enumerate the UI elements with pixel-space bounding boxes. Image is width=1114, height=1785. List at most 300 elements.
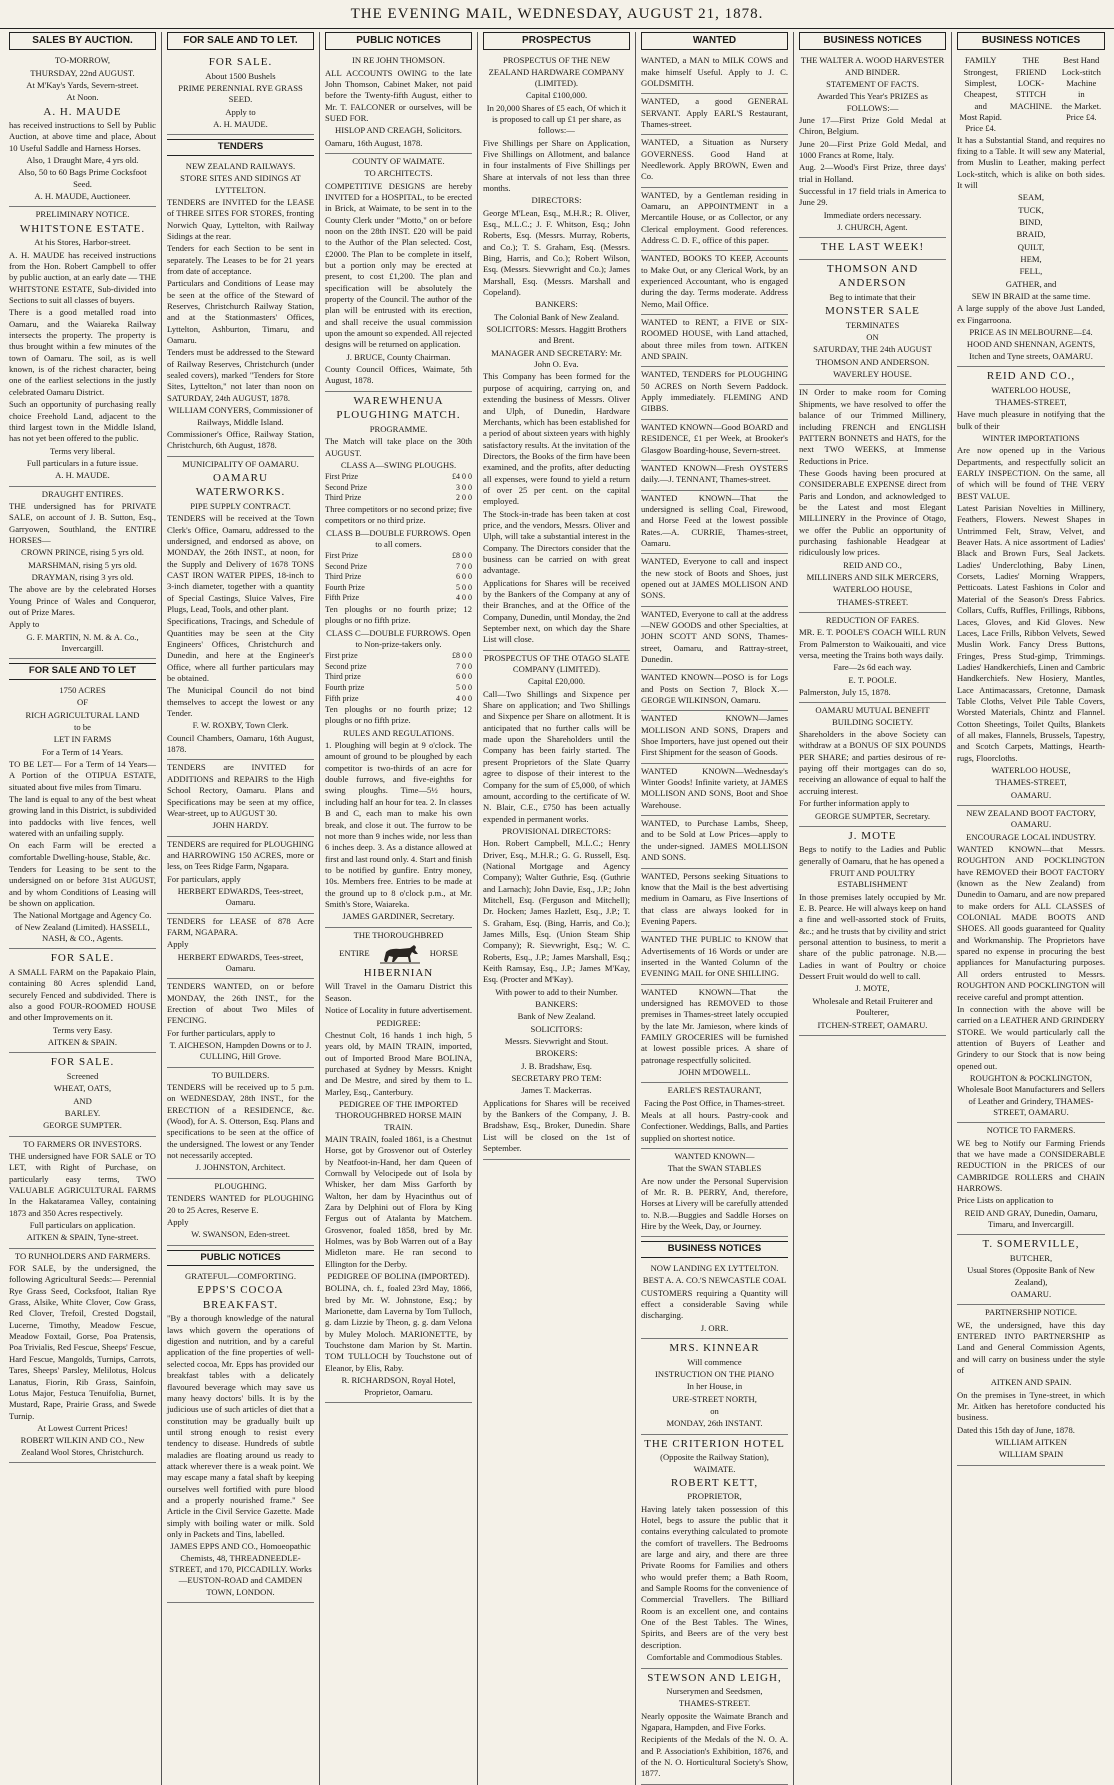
ad-body: Tenders for each Section to be sent in separately. The Leases to be for 21 years from date of acceptance.	[167, 243, 314, 277]
column-business-notices-2	[952, 32, 1110, 1785]
ad-title: FOR SALE.	[50, 1056, 115, 1069]
ad-line: AITKEN AND SPAIN.	[990, 1377, 1072, 1388]
ad-signature: ROBERT WILKIN AND CO., New Zealand Wool Stores, Christchurch.	[20, 1435, 145, 1457]
prize-value: 5 0 0	[456, 682, 472, 692]
wanted-ad	[641, 367, 788, 419]
ad-signature: AITKEN & SPAIN.	[47, 1037, 118, 1048]
ad-body: WANTED, to Purchase Lambs, Sheep, and to be Sold at Low Prices—apply to the under-signed. JAMES MOLLISON AND SONS.	[641, 818, 788, 863]
ad-line: Best Hand	[1063, 55, 1100, 66]
ad-line: In her House, in	[686, 1381, 743, 1392]
ad-title: REDUCTION OF FARES.	[825, 615, 920, 625]
ad-body: "By a thorough knowledge of the natural laws which govern the operations of digestion and nutrition, and by a careful application of the fine properties of well-selected cocoa, Mr. Epps has provided our breakfast tables with a delicately flavoured beverage which may save us many heavy doctors' bills. It is by the judicious use of such articles of diet that a constitution may be gradually built up until strong enough to resist every tendency to disease. Hundreds of subtle maladies are floating around us ready to attack wherever there is a weak point. We may escape many a fatal shaft by keeping ourselves well fortified with pure blood and a properly nourished frame." See Article in the Civil Service Gazette. Made simply with boiling water or milk. Sold only in Packets and Tins, labelled.	[167, 1313, 314, 1539]
ad-signature: HISLOP AND CREAGH, Solicitors.	[335, 125, 462, 136]
ad-builders-tender	[167, 1068, 314, 1179]
ad-signature: REID AND CO.,	[843, 559, 902, 570]
ad-line: PRICE AS IN MELBOURNE—£4.	[969, 327, 1093, 338]
ad-line: Usual Stores (Opposite Bank of New Zealand),	[967, 1265, 1095, 1287]
ad-title: FOR SALE.	[50, 952, 115, 965]
ad-body: COMPETITIVE DESIGNS are hereby INVITED for a HOSPITAL, to be erected in Brick, at Waimate, to be sent in to the County Clerk under "Motto," on or before noon on the 28th INST. £20 will be paid to the Author of the Plan selected. Cost, £2000. The Plan to be complete in itself, but a portion only may be erected at present, to cost £1,200. The plan and specification will be absolutely the property of the Council. The author of the plan will be entrusted with its erection, and shall receive the usual commission upon the amount so expended. All rejected designs will be returned on application.	[325, 180, 472, 350]
ad-line: FAMILY	[964, 55, 997, 66]
wanted-ad	[641, 188, 788, 252]
wanted-ad	[641, 764, 788, 816]
ad-title: FOR SALE.	[208, 56, 273, 69]
ad-title: PROSPECTUS OF THE NEW ZEALAND HARDWARE COMPANY (LIMITED).	[488, 55, 625, 88]
ad-body: TO BE LET— For a Term of 14 Years— A Portion of the OTIPUA ESTATE, situated about five miles from Timaru.	[9, 758, 156, 792]
machine-header	[957, 55, 1105, 134]
ad-title: WINTER IMPORTATIONS	[982, 433, 1080, 444]
ad-line: With power to add to their Number.	[495, 986, 618, 997]
prize-label: Third Prize	[325, 493, 362, 503]
ad-signature: T. AICHESON, Hampden Downs or to J. CULLING, Hill Grove.	[169, 1040, 312, 1062]
ad-body: A SMALL FARM on the Papakaio Plain, containing 80 Acres splendid Land, securely Fenced and subdivided. There is also a good FOUR-ROOMED HOUSE and other Improvements on it.	[9, 966, 156, 1023]
wanted-ad	[641, 554, 788, 606]
ad-body: Begs to notify to the Ladies and Public generally of Oamaru, that he has opened a	[799, 844, 946, 866]
ad-line: to be	[74, 721, 91, 732]
ad-body: Having lately taken possession of this Hotel, begs to assure the public that it contains everything calculated to promote the comfort of travellers. The Bedrooms are large and airy, and there are three Private Rooms for Families and others who would prefer them; a Bath Room, and Sample Rooms for the convenience of Commercial Travellers. The Billiard Room is an excellent one, and contains One of the Best Tables. The Wines, Spirits, and Beers are of the very best description.	[641, 1503, 788, 1650]
wanted-ad	[641, 491, 788, 555]
ad-body: The Municipal Council do not bind themselves to accept the lowest or any Tender.	[167, 685, 314, 719]
ad-body: TENDERS are INVITED for the LEASE of THREE SITES FOR STORES, fronting Norwich Quay, Lyttelton, with Railway Sidings at the rear.	[167, 196, 314, 242]
ad-body: WANTED to RENT, a FIVE or SIX-ROOMED HOUSE, with Land attached, about three miles from town. AITKEN AND SPAIN.	[641, 317, 788, 362]
prize-value: 7 0 0	[456, 561, 472, 571]
ad-line: BANKERS:	[535, 299, 578, 310]
ad-harvester	[799, 53, 946, 238]
prize-value: 7 0 0	[456, 661, 472, 671]
ad-line: Council Chambers, Oamaru, 16th August, 1878.	[167, 732, 314, 755]
ad-line: Price Lists on application to	[957, 1195, 1054, 1206]
column-heading: BUSINESS NOTICES	[957, 32, 1105, 50]
ad-line: CLASS A—SWING PLOUGHS.	[340, 459, 457, 470]
ad-line: Facing the Post Office, in Thames-street.	[644, 1097, 785, 1108]
ad-title: MUNICIPALITY OF OAMARU.	[182, 458, 299, 469]
ad-line: SECRETARY PRO TEM:	[511, 1073, 602, 1084]
wanted-ad	[641, 816, 788, 868]
ad-body: Hon. Robert Campbell, M.L.C.; Henry Driver, Esq., M.H.R.; G. G. Russell, Esq. (National Mortgage and Agency Company); Walter Guthrie, Esq. (Guthrie and Larnach); John Davie, Esq., J.P.; John Mitchell, Esq. (Ferguson and Mitchell); Dr. Hocken; James Hazlett, Esq., J.P.; T. S. Graham, Esq. (Bing, Harris, and Co.); James Mills, Esq. (Union Steam Ship Company); R. Sievwright, Esq.; W. C. Roberts, Esq., J.P.; James Marshall, Esq.; Keith Ramsay, Esq., J.P.; James M'Kay, Esq. (Procter and M'Kay).	[483, 838, 630, 985]
ad-body: WANTED, Everyone to call at the address—NEW GOODS and other Specialties, at JOHN SCOTT AND SONS, Thames-street, Oamaru, and Rattray-street, Dunedin.	[641, 608, 788, 664]
ad-line: MONDAY, 26th INSTANT.	[666, 1418, 763, 1429]
ad-name: REID AND CO.,	[986, 370, 1076, 383]
ad-line: Comfortable and Commodious Stables.	[646, 1652, 783, 1663]
ad-body: WANTED KNOWN—Fresh OYSTERS daily.—J. TENNANT, Thames-street.	[641, 462, 788, 485]
ad-line: PROVISIONAL DIRECTORS:	[501, 825, 612, 836]
columns	[4, 32, 1110, 1779]
ad-line: PRIME PERENNIAL RYE GRASS SEED.	[178, 83, 303, 105]
ad-line: J. B. Bradshaw, Esq.	[521, 1060, 592, 1071]
ad-line: ENTIRE	[339, 948, 370, 959]
ad-line: BRAID,	[1016, 229, 1046, 240]
prize-label: Fourth prize	[325, 682, 365, 692]
ad-body: TENDERS will be received at the Town Clerk's Office, Oamaru, addressed to the undersigned, and endorsed as above, on MONDAY, the 26th INST., at noon, for the Supply and Delivery of 1678 TONS CAST IRON WATER PIPES, 18-inch to 3-inch diameter, together with a quantity of Special Castings, Sluice Valves, Fire Plugs, Lead, Tools, and other plant.	[167, 513, 314, 615]
ad-line: BEST A. A. CO.'S NEWCASTLE COAL	[642, 1275, 787, 1286]
ad-line: URE-STREET NORTH,	[672, 1393, 757, 1404]
prize-row	[325, 662, 472, 673]
ad-body: MAIN TRAIN, foaled 1861, is a Chestnut Horse, got by Grosvenor out of Osterley by Neatfoot-in-Hand, her dam Queen of Cornwall by Velocipede out of Isola by Whisker, her dam Miss Garforth by Walton, her dam by Hyacinthus out of Zara by Delphini out of Flora by King Fergus out of Atalanta by Matchem. Grosvenor, foaled 1858, bred by Mr. Holmes, was by Bob Warren out of a Bay Midleton mare. He ran second to Ellington for the Derby.	[325, 1133, 472, 1269]
ad-signature: J. BRUCE, County Chairman.	[346, 351, 451, 362]
prize-row	[325, 694, 472, 705]
ad-line: STATEMENT OF FACTS.	[826, 78, 919, 89]
ad-lease-tender	[167, 914, 314, 980]
ad-line: Price £4.	[1066, 111, 1097, 122]
ad-line: CLASS C—DOUBLE FURROWS. Open to Non-prize-takers only.	[326, 627, 471, 649]
column-heading: BUSINESS NOTICES	[799, 32, 946, 50]
ad-signature: GEORGE SUMPTER.	[43, 1120, 122, 1131]
ad-heading: PRELIMINARY NOTICE.	[35, 209, 130, 220]
ad-line: Terms very liberal.	[49, 445, 116, 456]
ad-line: James T. Mackerras.	[521, 1085, 592, 1096]
ad-line: WATERLOO HOUSE,	[991, 764, 1071, 775]
ad-signature: REID AND GRAY, Dunedin, Oamaru, Timaru, and Invercargill.	[964, 1207, 1098, 1230]
ad-body: WANTED KNOWN—Wednesday's Winter Goods! Infinite variety, at JAMES MOLLISON AND SONS, Boot and Shoe Warehouse.	[641, 765, 788, 810]
ad-line: Strongest,	[963, 66, 998, 77]
ad-title: STEWSON AND LEIGH,	[647, 1671, 782, 1684]
ad-line: At his Stores, Harbor-street.	[34, 237, 131, 248]
wanted-ad	[641, 985, 788, 1084]
ad-line: Full particulars on application.	[29, 1220, 136, 1231]
ad-line: Nurserymen and Seedsmen,	[666, 1686, 763, 1697]
column-heading: SALES BY AUCTION.	[9, 32, 156, 50]
ad-line: ENCOURAGE LOCAL INDUSTRY.	[966, 831, 1096, 842]
ad-line: and	[974, 100, 987, 111]
ad-line: TUCK,	[1018, 204, 1044, 215]
ad-body: WANTED, a good GENERAL SERVANT. Apply EARL'S Restaurant, Thames-street.	[641, 96, 788, 129]
ad-body: TENDERS will be received up to 5 p.m. on WEDNESDAY, 28th INST., for the ERECTION of a RESIDENCE, &c. (Wood), for A. S. Otterson, Esq. Plans and specifications to be seen at the office of the undersigned. The lowest or any Tender not necessarily accepted.	[167, 1082, 314, 1161]
ad-line: LOCK-STITCH	[1015, 77, 1047, 100]
ad-ploughing-tender	[167, 837, 314, 914]
ad-hardware-company	[483, 53, 630, 651]
wanted-ad	[641, 135, 788, 187]
ad-line: SEW IN BRAID at the same time.	[971, 291, 1091, 302]
ad-line: Apply to	[225, 106, 256, 117]
ad-title: THOMSON AND ANDERSON	[826, 262, 919, 290]
ad-title: WAREWHENUA PLOUGHING MATCH.	[336, 394, 461, 422]
ad-line: THURSDAY, 22nd AUGUST.	[30, 67, 135, 78]
ad-heading: DRAUGHT ENTIRES.	[41, 488, 124, 499]
ad-line: SATURDAY, THE 24th AUGUST	[813, 344, 932, 355]
ad-line: Beg to intimate that their	[829, 291, 916, 302]
ad-line: OF	[77, 697, 88, 708]
ad-body: WE beg to Notify our Farming Friends that we have made a CONSIDERABLE REDUCTION in the PRICES of our CAMBRIDGE ROLLERS and CHAIN HARROWS.	[957, 1137, 1105, 1194]
ad-name: ROBERT KETT,	[670, 1476, 759, 1489]
ad-line: Screened	[66, 1070, 99, 1081]
ad-signature: GEORGE SUMPTER, Secretary.	[815, 810, 930, 821]
ad-body: WANTED, Persons seeking Situations to know that the Mail is the best advertising medium in Oamaru, as Five Insertions of that class are always looked for in Evening Papers.	[641, 870, 788, 926]
prize-label: Fifth Prize	[325, 593, 359, 603]
ad-signature: WILLIAM CONYERS, Commissioner of Railways, Middle Island.	[168, 405, 313, 427]
ad-line: Capital £20,000.	[527, 676, 586, 687]
ad-body: Latest Parisian Novelties in Millinery, Feathers, Flowers. Newest Shapes in Untrimmed Felt, Straw, Velvet, and Beaver Hats. A nice assortment of Ladies' Black and Brown Furs, Seal Jackets. Ladies' Underclothing, Baby Linen, Corsets, Ladies' Morning Wrappers, Petticoats. Latest Fashions in Color and Material of the Season's Dress Fabrics. Collars, Cuffs, Ruffles, Frillings, Ribbons, Laces, Gloves, and Kid Gloves. New Laces, Lace Frills, Ribbon Velvets, Sewed Muslin Work. Fancy Dress Buttons, Fringes, Press Stud-gimp, Trimmings. Ladies' Handkerchiefs, Linen and Cambric Handkerchiefs. New Hosiery, Mantles, Lace Antimacassars, Cretonne, Damask Table Cloths, Velvet Pile Table Covers, Worsted Materials, Chintz and Flannel. Cotton Sheetings, Toilet Quilts, Blankets of all makes, Flannels, Brussels, Tapestry, and Scotch Carpets, Mattings, Hearth-rugs, Floorcloths.	[957, 503, 1105, 763]
ad-title: OAMARU MUTUAL BENEFIT BUILDING SOCIETY.	[815, 705, 930, 727]
ad-fencing-tender	[167, 979, 314, 1067]
ad-title: WHITSTONE ESTATE.	[19, 222, 146, 235]
ad-body: The Stock-in-trade has been taken at cost price, and the vendors, Messrs. Oliver and Ulph, will take a substantial interest in the Company. The Directors consider that the business can be carried on with great advantage.	[483, 508, 630, 576]
wanted-ad	[641, 869, 788, 933]
ad-body: Applications for Shares will be received by the Bankers of the Company, J. B. Bradshaw, Esq., Broker, Dunedin. Share List will be closed on the 1st of September.	[483, 1097, 630, 1154]
prize-value: 6 0 0	[456, 672, 472, 682]
ad-body: IN Order to make room for Coming Shipments, we have resolved to offer the balance of our Trimmed Millinery, including FRENCH and ENGLISH PATTERN BONNETS and HATS, for the next TWO WEEKS, at Immense Reductions in Price.	[799, 387, 946, 466]
ad-body: Ten ploughs or no fourth prize; 12 ploughs or no fifth prize.	[325, 704, 472, 726]
prize-label: Fourth Prize	[325, 582, 365, 592]
ad-line: MACHINE.	[1009, 100, 1053, 111]
ad-rectory-tender	[167, 760, 314, 836]
ad-line: Will commence	[687, 1356, 742, 1367]
ad-title: NEW ZEALAND RAILWAYS.	[185, 160, 296, 171]
wanted-ad	[641, 94, 788, 135]
ad-body: Tenders must be addressed to the Steward of Railway Reserves, Christchurch (under sealed covers), marked "Tenders for Store Sites, Lyttelton," not later than noon on SATURDAY, 24th AUGUST, 1878.	[167, 347, 314, 403]
ad-line: For particulars, apply	[167, 873, 241, 884]
ad-line: Price £4.	[965, 123, 996, 134]
ad-body: The Match will take place on the 30th AUGUST.	[325, 436, 472, 458]
column-sales-by-auction	[4, 32, 162, 1785]
ad-line: WHEAT, OATS,	[53, 1083, 112, 1094]
ad-swan-stables	[641, 1149, 788, 1237]
ad-line: AND	[73, 1095, 92, 1106]
ad-body: WANTED KNOWN—That the undersigned has REMOVED to those premises in Thames-street lately occupied by the late Mr. Jamieson, where kinds of FAMILY GROCERIES will be furnished at lowest possible prices. A share of patronage respectfully solicited.	[641, 986, 788, 1065]
ad-title: WANTED KNOWN—	[674, 1151, 755, 1162]
ad-body: Specifications, Tracings, and Schedule of Quantities may be seen at the City Engineers' Offices, Christchurch and Dunedin, and here at the Engineer's Office, where all further particulars may be obtained.	[167, 616, 314, 684]
ad-body: WANTED KNOWN—James MOLLISON AND SONS, Drapers and Shoe Importers, have just opened out their First Shipment for the season of Goods.	[641, 713, 788, 758]
ad-body: WANTED KNOWN—POSO is for Logs and Posts on Section 7, Block X.—GEORGE WILKINSON, Oamaru.	[641, 672, 788, 706]
ad-signature: WILLIAM SPAIN	[998, 1449, 1064, 1460]
ad-signature: R. RICHARDSON, Royal Hotel, Proprietor, Oamaru.	[341, 1375, 456, 1397]
ad-line: 1750 ACRES	[59, 684, 106, 695]
ad-signature: J. CHURCH, Agent.	[837, 222, 908, 232]
ad-signature: J. JOHNSTON, Architect.	[195, 1162, 286, 1173]
ad-line: Awarded This Year's PRIZES as FOLLOWS:—	[817, 91, 928, 113]
ad-railway-tender	[167, 159, 314, 457]
ad-last-week	[799, 238, 946, 260]
ad-signature: WILLIAM AITKEN	[995, 1437, 1067, 1448]
ad-signature: G. F. MARTIN, N. M. & A. Co., Invercargill.	[26, 631, 139, 654]
ad-line: Terms very Easy.	[52, 1024, 113, 1035]
ad-body: WANTED, a Situation as Nursery GOVERNESS. Good Hand at Needlework. Apply BROWN, Ewen and Co.	[641, 137, 788, 182]
ad-agricultural-land	[9, 683, 156, 950]
ad-name: J. MOTE	[848, 829, 897, 842]
ad-line: Palmerston, July 15, 1878.	[799, 687, 891, 698]
ad-body: The land is equal to any of the best wheat growing land in this District, is subdivided into paddocks with live fences, well watered with an unfailing supply.	[9, 794, 156, 839]
prize-value: 5 0 0	[456, 582, 472, 592]
ad-millinery	[799, 385, 946, 613]
ad-butcher	[957, 1235, 1105, 1305]
column-for-sale-and-to-let	[162, 32, 320, 1785]
ad-line: STORE SITES AND SIDINGS AT LYTTELTON.	[180, 173, 301, 195]
machine-left	[957, 55, 1004, 134]
wanted-ad	[641, 607, 788, 671]
prize-row	[325, 472, 472, 483]
ad-body: Particulars and Conditions of Lease may be seen at the office of the Steward of Reserves, Christchurch Railway Station, and at the Stationmasters' Offices, Lyttelton, Ashburton, Timaru, and Oamaru.	[167, 278, 314, 346]
ad-line: Simplest,	[964, 77, 997, 88]
column-wanted	[636, 32, 794, 1785]
ad-line: MILLINERS AND SILK MERCERS,	[806, 571, 939, 582]
ad-signature: A. H. MAUDE.	[213, 119, 268, 130]
ad-title: THE THOROUGHBRED	[353, 929, 444, 940]
ad-title: TO BUILDERS.	[211, 1069, 270, 1080]
ad-body: On each Farm will be erected a comfortable Dwelling-house, Stable, &c.	[9, 840, 156, 862]
ad-line: Most Rapid.	[959, 111, 1002, 122]
ad-title: THE LAST WEEK!	[820, 241, 925, 254]
ad-line: At Lowest Current Prices!	[37, 1422, 128, 1433]
ad-partnership	[957, 1305, 1105, 1465]
ad-signature: ROUGHTON & POCKLINGTON, Wholesale Boot Manufacturers and Sellers of Leather and Grindery, THAMES-STREET, OAMARU.	[957, 1072, 1105, 1117]
ad-body: June 17—First Prize Gold Medal at Chiron, Belgium.	[799, 114, 946, 137]
ad-signature: E. T. POOLE.	[848, 674, 897, 685]
prize-row	[325, 483, 472, 494]
ad-line: ITCHEN-STREET, OAMARU.	[817, 1019, 928, 1030]
ad-seeds	[9, 1249, 156, 1463]
ad-title: NOW LANDING EX LYTTELTON.	[650, 1263, 779, 1273]
ad-line: THAMES-STREET,	[995, 777, 1067, 788]
ad-line: Full particulars in a future issue.	[26, 457, 139, 468]
ad-signature: HOOD AND SHENNAN, AGENTS, Itchen and Tyne streets, OAMARU.	[966, 339, 1096, 361]
ad-line: DIRECTORS:	[531, 195, 582, 206]
ad-body: Recipients of the Medals of the N. O. A. and P. Association's Exhibition, 1876, and of the N. O. Horticultural Society's Show, 1877.	[641, 1734, 788, 1779]
ad-line: About 1500 Bushels	[205, 70, 276, 81]
ad-line: WATERLOO HOUSE,	[991, 384, 1071, 395]
ad-line: MARSHMAN, rising 5 yrs old.	[28, 559, 137, 570]
ad-body: BOLINA, ch. f., foaled 23rd May, 1866, bred by Mr. W. Johnstone, Esq.; by Marionette, dam Laverna by Tom Tulloch, g. dam Lizzie by Theon, g. g. dam Velona by Muley Moloch. MARIONETTE, by Touchstone dam Marion by St. Martin. TOM TULLOCH by Touchstone out of Eleanor, by Elis, Raby.	[325, 1283, 472, 1373]
ad-body: On the premises in Tyne-street, in which Mr. Aitken has heretofore conducted his business.	[957, 1389, 1105, 1423]
ad-line: LET IN FARMS	[53, 734, 112, 745]
ad-line: BIND,	[1019, 217, 1043, 227]
ad-notice-to-farmers	[957, 1123, 1105, 1235]
prize-label: First Prize	[325, 551, 359, 561]
ad-line: Machine	[1066, 77, 1097, 88]
ad-line: MANAGER AND SECRETARY: Mr. John O. Eva.	[491, 347, 622, 370]
prize-label: Third Prize	[325, 572, 362, 582]
ad-body: In connection with the above will be carried on a LEATHER AND GRINDERY STORE. We would particularly call the attention of Buyers of Leather and Grindery to our Stock that is now being opened out.	[957, 1003, 1105, 1071]
ad-body: TENDERS WANTED for PLOUGHING 20 to 25 Acres, Reserve E.	[167, 1193, 314, 1215]
ad-line: WAVERLEY HOUSE.	[833, 369, 912, 380]
ad-line: OAMARU.	[1010, 1288, 1052, 1299]
ad-body: A large supply of the above Just Landed, ex Fingarroona.	[957, 303, 1105, 325]
ad-line: Apply	[167, 939, 189, 950]
ad-line: Commissioner's Office, Railway Station, Christchurch, 6th August, 1878.	[167, 428, 314, 451]
ad-ploughing	[167, 1179, 314, 1246]
ad-farmers-investors	[9, 1137, 156, 1249]
horse-row	[325, 942, 472, 966]
ad-line: BARLEY.	[64, 1107, 101, 1118]
wanted-ad	[641, 461, 788, 491]
ad-line: For a Term of 14 Years.	[41, 746, 124, 757]
ad-earles-restaurant	[641, 1083, 788, 1149]
ad-body: Such an opportunity of purchasing really choice Freehold Land, adjacent to the third largest town in the Middle Island, has not yet been offered to the public.	[9, 399, 156, 444]
ad-title: FRUIT AND POULTRY ESTABLISHMENT	[829, 868, 916, 890]
ad-line: PEDIGREE OF THE IMPORTED THOROUGHBRED HORSE MAIN TRAIN.	[335, 1098, 462, 1132]
ad-signature: JAMES GARDINER, Secretary.	[342, 911, 455, 922]
ad-line: THE	[1022, 55, 1040, 66]
ad-name: HIBERNIAN	[363, 966, 434, 979]
wanted-ad	[641, 711, 788, 763]
column-heading: PROSPECTUS	[483, 32, 630, 50]
ad-body: Successful in 17 field trials in America to June 29.	[799, 185, 946, 208]
ad-line: THAMES-STREET,	[995, 396, 1067, 407]
ad-signature: JAMES EPPS AND CO., Homoeopathic Chemists, 48, THREADNEEDLE-STREET, and 170, PICCADILLY. Works—EUSTON-ROAD and CAMDEN TOWN, LONDON.	[169, 1541, 312, 1597]
ad-body: Call—Two Shillings and Sixpence per Share on application; and Two Shillings and Sixpence per Share on allotment. It is anticipated that no further calls will be made upon the Shareholders until the Company has been fairly started. The present Proprietors of the Slate Quarry agree to dispose of their interest to the Company for the sum of £5,000, of which amount, according to the certificate of W. N. Blair, C.E., £750 has been actually expended in permanent works.	[483, 688, 630, 824]
ad-signature: JOHN M'DOWELL.	[678, 1067, 751, 1077]
ad-signature: J. MOTE,	[855, 983, 890, 994]
ad-body: TENDERS WANTED, on or before MONDAY, the 26th INST., for the Erection of about Two Miles of FENCING.	[167, 981, 314, 1026]
ad-boot-factory	[957, 806, 1105, 1123]
ad-line: For further information apply to	[799, 798, 910, 809]
prize-label: First prize	[325, 651, 358, 661]
ad-signature: W. SWANSON, Eden-street.	[191, 1229, 290, 1240]
ad-line: TO-MORROW,	[54, 55, 111, 66]
prize-row	[325, 493, 472, 504]
ad-body: Shareholders in the above Society can withdraw at a BONUS OF SIX POUNDS PER SHARE; and parties desirous of re-paying off their mortgages can do so, receiving an allowance of equal to half the accruing interest.	[799, 729, 946, 796]
ad-thomson-estate	[325, 53, 472, 154]
prize-label: Third prize	[325, 672, 361, 682]
ad-newcastle-coal	[641, 1261, 788, 1339]
wanted-ad	[641, 420, 788, 461]
ad-line: Also, 1 Draught Mare, 4 yrs old.	[26, 155, 139, 166]
prize-row	[325, 551, 472, 562]
ad-signature: A. H. MAUDE, Auctioneer.	[34, 191, 131, 202]
ad-title: EARLE'S RESTAURANT,	[667, 1085, 762, 1096]
ad-body: This Company has been formed for the purpose of acquiring, carrying on, and extending the business of Messrs. Oliver and Ulph, of Dunedin, Hardware Merchants, which has been established for a period of about sixteen years with highly satisfactory results. At the invitation of the Directors, the Books of the firm have been examined, and the profits, after deducting all expenses, were found to yield a return of over 25 per cent. on the capital employed.	[483, 371, 630, 507]
ad-line: Apply to	[9, 619, 40, 630]
ad-body: Will Travel in the Oamaru District this Season.	[325, 981, 472, 1003]
ad-body: Five Shillings per Share on Application, Five Shillings on Allotment, and balance in four instalments of Five Shillings per Share at intervals of not less than three months.	[483, 137, 630, 193]
ad-body: WE, the undersigned, have this day ENTERED INTO PARTNERSHIP as Land and General Commission Agents, and will carry on business under the style of	[957, 1319, 1105, 1375]
ad-line: SEAM,	[1017, 192, 1045, 203]
ad-line: Dated this 15th day of June, 1878.	[957, 1424, 1075, 1435]
ad-draught-entires	[9, 487, 156, 660]
ad-slate-company	[483, 651, 630, 1160]
ad-body: WANTED THE PUBLIC to KNOW that Advertisements of 16 Words or under are inserted in the Wanted Column of the EVENING MAIL for ONE SHILLING.	[641, 934, 788, 979]
ad-rye-grass	[167, 53, 314, 135]
ad-line: Cheapest,	[963, 89, 998, 100]
ad-line: Apply	[167, 1216, 189, 1227]
ad-line: PROGRAMME.	[369, 423, 428, 434]
ad-line: CLASS B—DOUBLE FURROWS. Open to all comers.	[326, 527, 471, 549]
ad-line: In 20,000 Shares of £5 each, Of which it is proposed to call up £1 per share, as follows:—	[486, 102, 627, 136]
ad-whitstone-estate	[9, 207, 156, 486]
ad-epps-cocoa	[167, 1269, 314, 1603]
prize-row	[325, 683, 472, 694]
ad-line: For further particulars, apply to	[167, 1027, 276, 1038]
ad-line: The Colonial Bank of New Zealand.	[493, 311, 620, 322]
ad-title: NEW ZEALAND BOOT FACTORY, OAMARU.	[966, 808, 1096, 830]
machine-middle	[1006, 55, 1056, 134]
ad-monster-sale	[799, 260, 946, 386]
ad-line: THAMES-STREET.	[678, 1698, 751, 1709]
section-heading: TENDERS	[167, 139, 314, 156]
ad-heading: TO FARMERS OR INVESTORS.	[23, 1138, 142, 1149]
ad-line: Notice of Locality in future advertisement.	[325, 1005, 472, 1016]
ad-name: EPPS'S COCOA BREAKFAST.	[197, 1284, 284, 1311]
prize-value: 6 0 0	[456, 572, 472, 582]
ad-body: ALL ACCOUNTS OWING to the late John Thomson, Cabinet Maker, not paid before the Twenty-fifth August, either to Mr. T. FALCONER or ourselves, will be SUED FOR.	[325, 67, 472, 123]
prize-row	[325, 572, 472, 583]
ad-body: A. H. MAUDE has received instructions from the Hon. Robert Campbell to offer by public auction, at an early date — THE WHITSTONE ESTATE, Sub-divided into Sections to suit all classes of buyers.	[9, 249, 156, 306]
ad-body: TENDERS are required for PLOUGHING and HARROWING 150 ACRES, more or less, on Tees Ridge Farm, Ngapara.	[167, 838, 314, 872]
ad-name: MRS. KINNEAR	[669, 1342, 760, 1355]
wanted-ad	[641, 932, 788, 984]
ad-line: on	[710, 1405, 719, 1416]
wanted-ad	[641, 315, 788, 367]
ad-line: That the SWAN STABLES	[667, 1163, 762, 1174]
ad-signature: THOMSON AND ANDERSON.	[815, 356, 930, 367]
ad-body: WANTED, BOOKS TO KEEP, Accounts to Make Out, or any Clerical Work, by an experienced Accountant, who is engaged during the day. Terms moderate. Address Nemo, Mail Office.	[641, 253, 788, 309]
ad-line: THAMES-STREET.	[836, 596, 909, 607]
ad-body: These Goods having been procured at CONSIDERABLE EXPENSE direct from Paris and London, and acknowledged to be the Latest and most Elegant MILLINERY in the Province of Otago, we offer the Public an opportunity of purchasing fashionable Headgear at ridiculously low prices.	[799, 467, 946, 558]
ad-body: Meals at all hours. Pastry-cook and Confectioner. Weddings, Balls, and Parties supplied on shortest notice.	[641, 1110, 788, 1143]
ad-line: County Council Offices, Waimate, 5th August, 1878.	[325, 364, 472, 386]
ad-line: Capital £100,000.	[525, 90, 588, 101]
ad-waterworks-tender	[167, 457, 314, 761]
ad-body: WANTED KNOWN—that Messrs. ROUGHTON AND POCKLINGTON have REMOVED their BOOT FACTORY (known as the New Zealand) from Dunedin to Oamaru, and are now prepared to make orders for ALL CLASSES of COLONIAL MADE BOOTS AND SHOES. All goods guaranteed for Quality and Workmanship. The Proprietors have spared no expense in procuring the best appliances for Manufacturing purposes. All orders entrusted to Messrs. ROUGHTON AND POCKLINGTON will receive careful and prompt attention.	[957, 844, 1105, 1002]
ad-fruit-poultry	[799, 827, 946, 1036]
ad-line: DRAYMAN, rising 3 yrs old.	[31, 571, 134, 582]
